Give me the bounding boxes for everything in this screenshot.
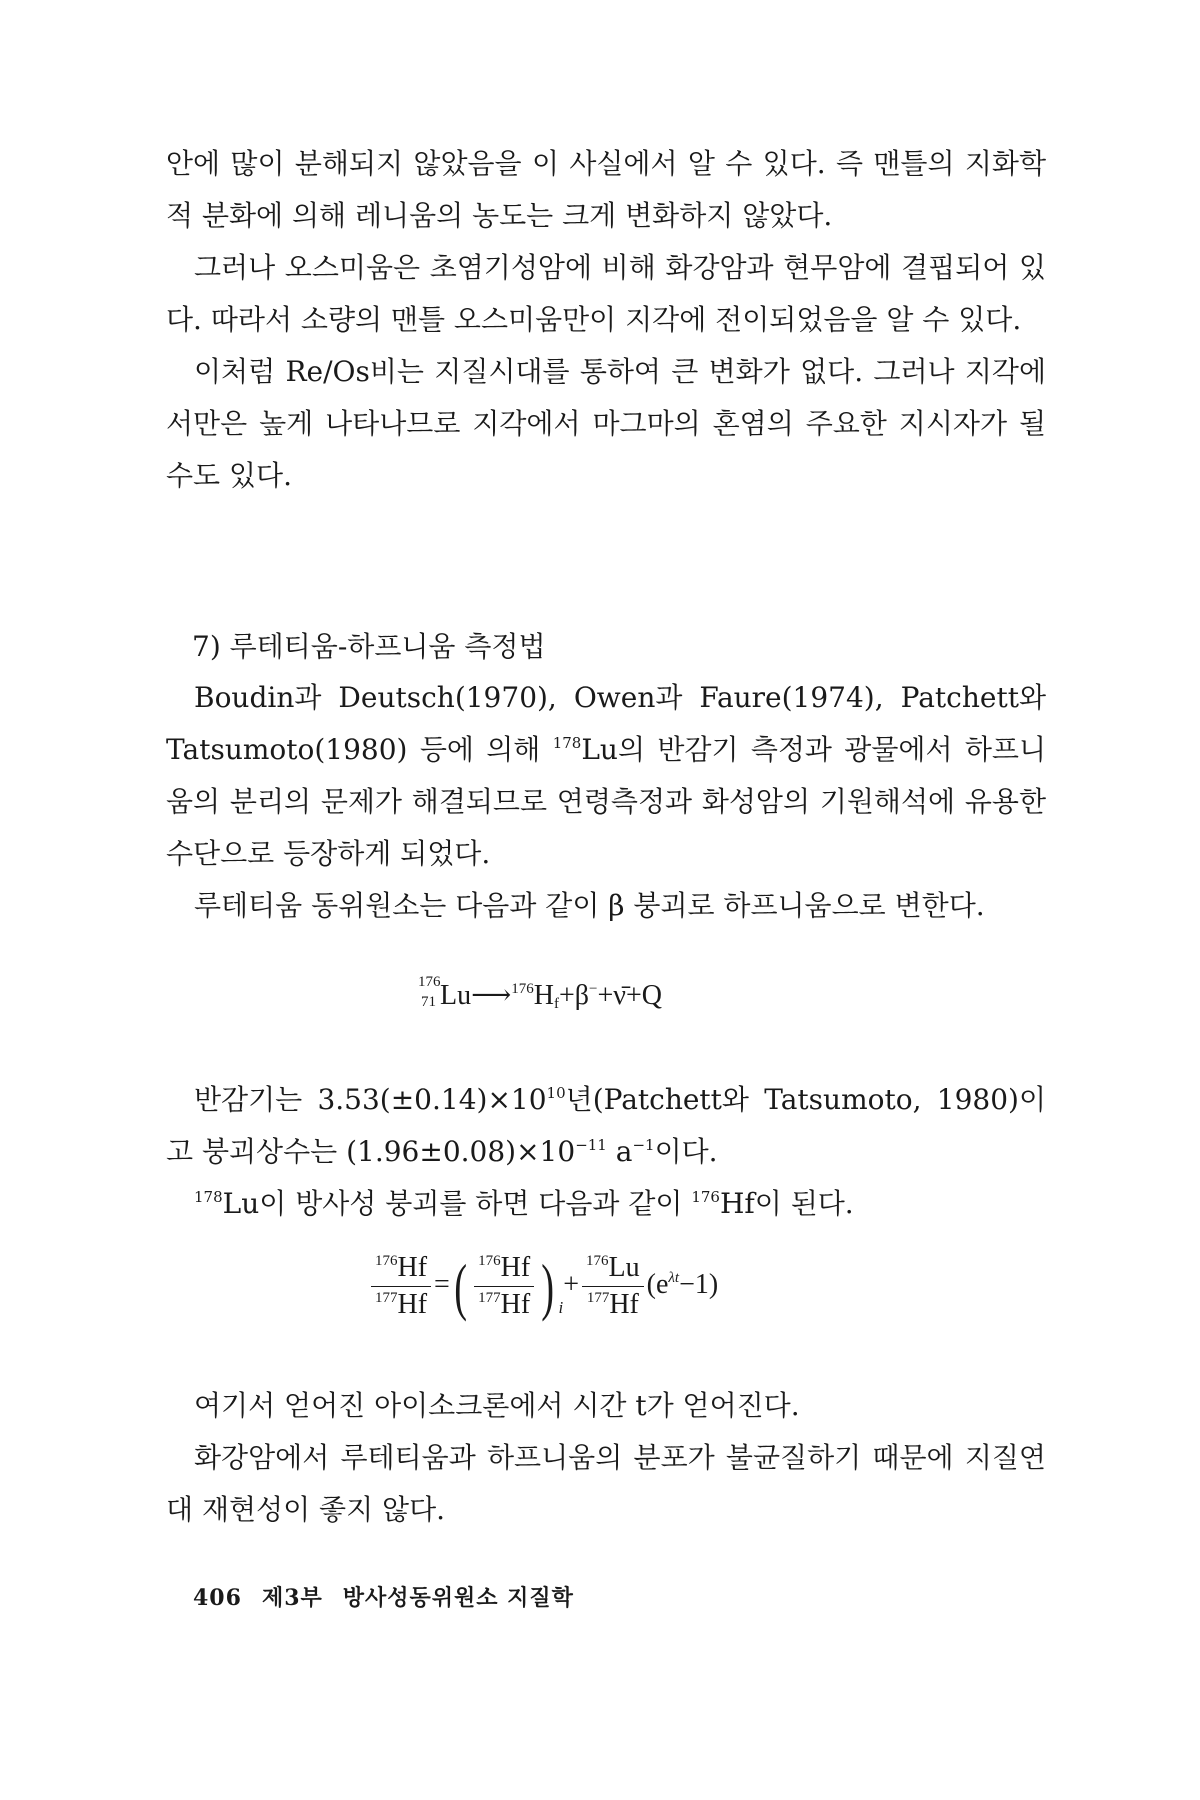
lu-176-nuclide: 176 71 Lu — [418, 974, 472, 1011]
hf-symbol: H — [533, 980, 554, 1011]
hf-mass-superscript: 176 — [511, 981, 534, 997]
top-text-block — [166, 138, 1046, 502]
decay-equation — [418, 974, 662, 1012]
radiogenic-ratio: $\frac{^{176}Lu}{^{177}Hf}$ — [582, 1252, 644, 1321]
paragraph-7: $^{178}$Lu이 방사성 붕괴를 하면 다음과 같이 $^{176}$Hf이 된다. — [194, 1187, 854, 1220]
hf-subscript: f — [553, 996, 559, 1012]
paragraph-1: 안에 많이 분해되지 않았음을 이 사실에서 알 수 있다. 즉 맨틀의 지화학적 분화에 의해 레니움의 농도는 크게 변화하지 않았다. — [166, 147, 1046, 232]
lu-mass-superscript: 178 — [552, 734, 582, 752]
equals-sign: = — [434, 1268, 450, 1300]
chapter-title: 방사성동위원소 지질학 — [342, 1585, 574, 1611]
section-heading: 7) 루테티움-하프니움 측정법 — [192, 630, 546, 663]
page-number: 406 — [193, 1585, 242, 1611]
paragraph-8: 여기서 얻어진 아이소크론에서 시간 t가 얻어진다. — [194, 1389, 800, 1422]
beta-minus-superscript: − — [589, 981, 598, 997]
initial-subscript: i — [558, 1297, 564, 1317]
paragraph-4-text-b: Lu의 반감기 측정과 광물에서 하프니움의 분리의 문제가 해결되므로 연령측정과 화성암의 기원해석에 유용한 수단으로 등장하게 되었다. — [166, 733, 1046, 870]
paragraph-4 — [166, 672, 1046, 880]
paragraph-4-text-a: Boudin과 Deutsch(1970), Owen과 Faure(1974), Patchett와 Tatsumoto(1980) 등에 의해 — [166, 681, 1046, 766]
paragraph-5: 루테티움 동위원소는 다음과 같이 β 붕괴로 하프니움으로 변한다. — [194, 889, 985, 922]
lhs-ratio: $\frac{^{176}Hf}{^{177}Hf}$ — [371, 1252, 431, 1321]
closing-text-block — [166, 1380, 1046, 1536]
exponent-minus-1: −1 — [632, 1136, 655, 1154]
right-paren: ) — [541, 1250, 555, 1322]
isochron-equation — [368, 1252, 718, 1321]
exponent-10: 10 — [546, 1084, 566, 1102]
reaction-arrow: ⟶ — [471, 980, 512, 1011]
exponent-minus-11: −11 — [575, 1136, 607, 1154]
left-paren: ( — [454, 1250, 467, 1322]
page-footer — [193, 1581, 594, 1612]
beta-product: +β — [558, 980, 590, 1011]
lu-hf-text-block — [166, 672, 1046, 932]
initial-ratio: $\frac{^{176}Hf}{^{177}Hf}$ — [474, 1252, 534, 1321]
exponential-term: $(e^{\lambda t}-1)$ — [646, 1268, 719, 1300]
plus-sign: + — [563, 1268, 580, 1300]
paragraph-9: 화강암에서 루테티움과 하프니움의 분포가 불균질하기 때문에 지질연대 재현성이 좋지 않다. — [166, 1441, 1046, 1526]
equation-tail: +ν̄+Q — [597, 980, 662, 1011]
half-life-text-block — [166, 1074, 1046, 1230]
paragraph-6: 반감기는 $3.53(\pm 0.14)\times 10^{10}$년(Patchett와 Tatsumoto, 1980)이고 붕괴상수는 $(1.96\pm 0.08)\times 10^{-11}$ $a^{-1}$이다. — [166, 1083, 1046, 1168]
paragraph-3: 이처럼 Re/Os비는 지질시대를 통하여 큰 변화가 없다. 그러나 지각에서만은 높게 나타나므로 지각에서 마그마의 혼염의 주요한 지시자가 될 수도 있다. — [166, 355, 1046, 492]
part-label: 제3부 — [261, 1585, 323, 1611]
paragraph-2: 그러나 오스미움은 초염기성암에 비해 화강암과 현무암에 결핍되어 있다. 따라서 소량의 맨틀 오스미움만이 지각에 전이되었음을 알 수 있다. — [166, 251, 1046, 336]
